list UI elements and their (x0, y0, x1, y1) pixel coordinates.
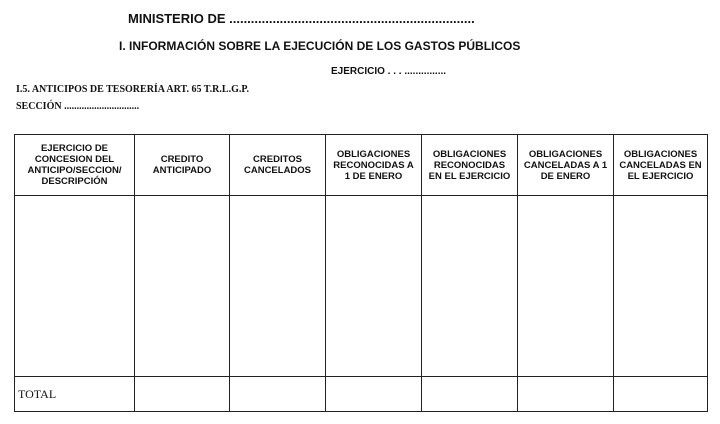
table-header-row (15, 135, 708, 196)
total-cell (422, 377, 518, 412)
table-cell (326, 196, 422, 377)
total-cell (326, 377, 422, 412)
column-header-ejercicio: EJERCICIO DE CONCESION DEL ANTICIPO/SECCION/ DESCRIPCIÓN (15, 135, 135, 196)
table-cell (422, 196, 518, 377)
anticipos-table (14, 134, 708, 412)
total-row (15, 377, 708, 412)
column-header-creditos-cancelados: CREDITOS CANCELADOS (230, 135, 326, 196)
column-header-obligaciones-canceladas-enero: OBLIGACIONES CANCELADAS A 1 DE ENERO (518, 135, 614, 196)
column-header-obligaciones-canceladas-ejercicio: OBLIGACIONES CANCELADAS EN EL EJERCICIO (614, 135, 708, 196)
column-header-obligaciones-reconocidas-enero: OBLIGACIONES RECONOCIDAS A 1 DE ENERO (326, 135, 422, 196)
total-cell (135, 377, 230, 412)
column-header-obligaciones-reconocidas-ejercicio: OBLIGACIONES RECONOCIDAS EN EL EJERCICIO (422, 135, 518, 196)
column-header-credito-anticipado: CREDITO ANTICIPADO (135, 135, 230, 196)
total-label: TOTAL (15, 377, 135, 412)
section-code-line: I.5. ANTICIPOS DE TESORERÍA ART. 65 T.R.L.G.P. (16, 84, 250, 95)
table-cell (518, 196, 614, 377)
table-cell (614, 196, 708, 377)
total-cell (518, 377, 614, 412)
ejercicio-line: EJERCICIO . . . ............... (331, 66, 447, 77)
ministerio-line: MINISTERIO DE .................................................................... (128, 11, 475, 26)
table-row (15, 196, 708, 377)
document-title: I. INFORMACIÓN SOBRE LA EJECUCIÓN DE LOS GASTOS PÚBLICOS (119, 39, 521, 53)
table-cell (15, 196, 135, 377)
table-cell (135, 196, 230, 377)
table-cell (230, 196, 326, 377)
total-cell (614, 377, 708, 412)
total-cell (230, 377, 326, 412)
seccion-line: SECCIÓN .............................. (16, 101, 140, 112)
